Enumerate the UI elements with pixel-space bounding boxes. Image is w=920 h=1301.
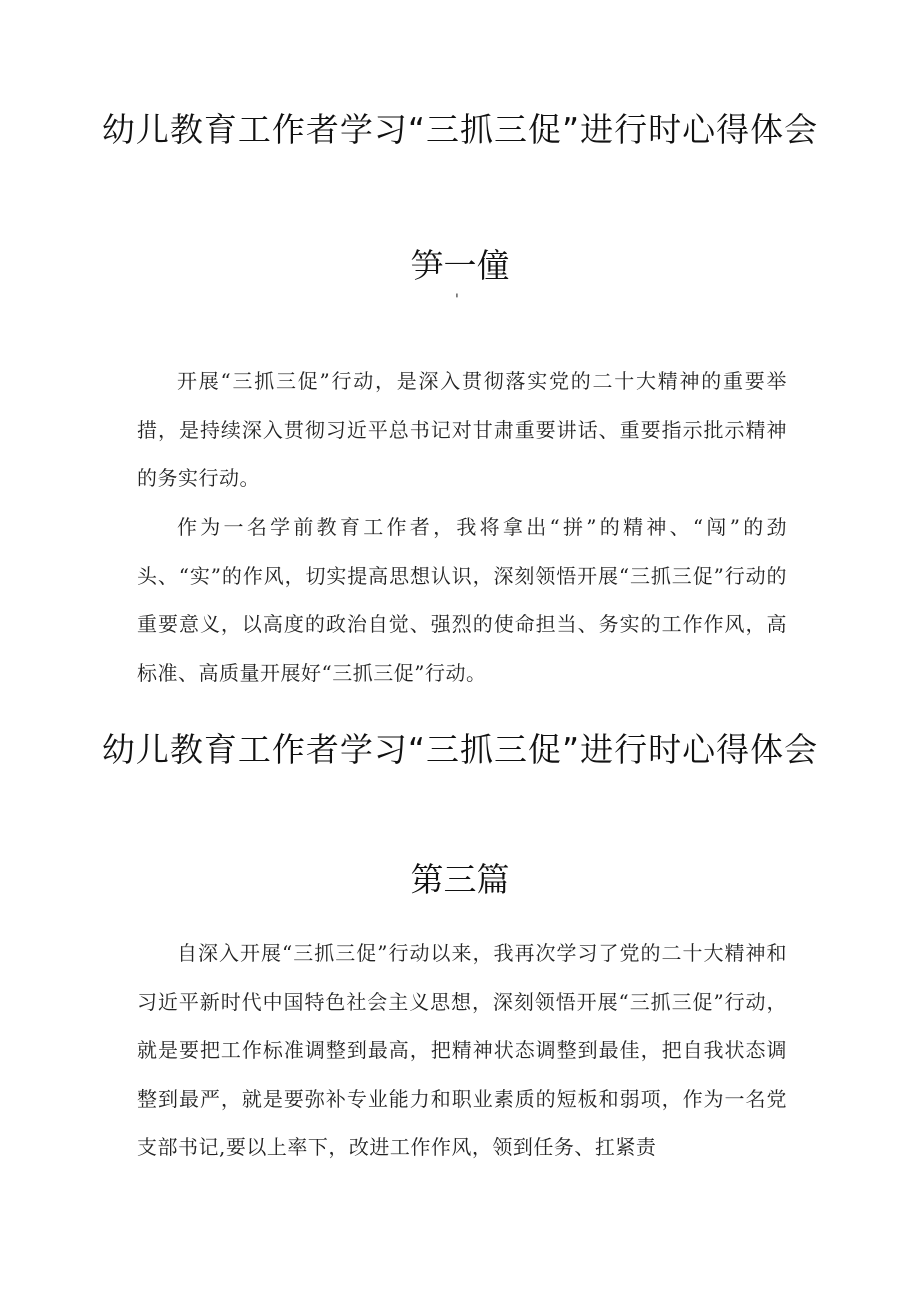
paragraph-1-1: 开展“三抓三促”行动，是深入贯彻落实党的二十大精神的重要举措，是持续深入贯彻习近平总书记对甘肃重要讲话、重要指示批示精神的务实行动。 bbox=[137, 369, 787, 490]
paragraph-1-2: 作为一名学前教育工作者，我将拿出“拼”的精神、“闯”的劲头、“实”的作风，切实提高思想认识，深刻领悟开展“三抓三促”行动的重要意义，以高度的政治自觉、强烈的使命担当、务实的工作作风，高标准、高质量开展好“三抓三促”行动。 bbox=[137, 515, 787, 685]
paragraph-2-1: 自深入开展“三抓三促”行动以来，我再次学习了党的二十大精神和习近平新时代中国特色社会主义思想，深刻领悟开展“三抓三促”行动，就是要把工作标准调整到最高，把精神状态调整到最佳，把自我状态调整到最严，就是要弥补专业能力和职业素质的短板和弱项，作为一名党支部书记,要以上率下，改进工作作风，领到任务、扛紧责 bbox=[137, 941, 787, 1159]
stray-mark: ' bbox=[455, 292, 459, 308]
section-heading-2: 第三篇 bbox=[410, 860, 510, 899]
article-title-1: 幼儿教育工作者学习“三抓三促”进行时心得体会 bbox=[101, 110, 819, 149]
article-title-2: 幼儿教育工作者学习“三抓三促”进行时心得体会 bbox=[101, 730, 819, 769]
section-heading-1: 笋一僮 bbox=[410, 246, 510, 285]
